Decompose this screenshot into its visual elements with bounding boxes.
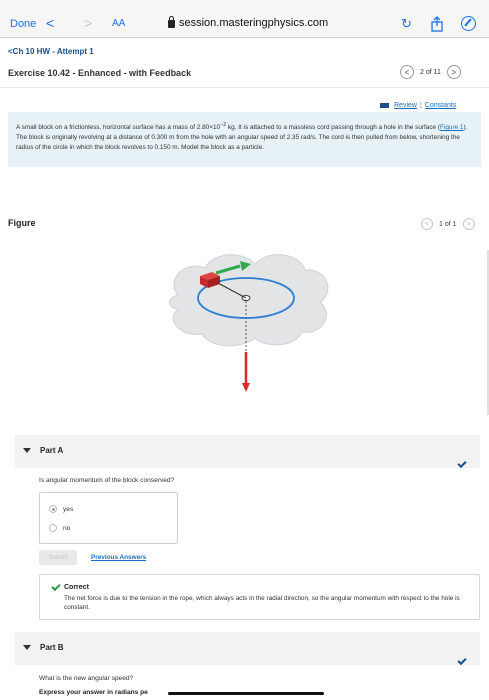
previous-exercise-button[interactable]: <	[400, 65, 414, 79]
text-size-button[interactable]: AA	[112, 18, 126, 29]
part-a-header[interactable]	[15, 435, 480, 468]
answer-choices	[39, 492, 178, 544]
choice-no-label: no	[63, 524, 71, 532]
problem-exponent: −2	[220, 122, 227, 128]
pull-arrowhead	[242, 383, 250, 392]
figure-counter: 1 of 1	[439, 220, 457, 228]
next-figure-button[interactable]: >	[463, 218, 475, 230]
browser-toolbar	[0, 10, 489, 38]
feedback-text: The net force is due to the tension in the rope, which always acts in the radial direction, so the angular momentum with respect to the hole is constant.	[64, 595, 460, 612]
address-bar[interactable]	[168, 17, 328, 29]
part-a-question: Is angular momentum of the block conserved?	[39, 477, 175, 484]
figure-pager	[421, 218, 475, 230]
breadcrumb[interactable]: <Ch 10 HW - Attempt 1	[8, 47, 94, 56]
figure-link[interactable]: Figure 1	[440, 124, 464, 132]
problem-statement	[8, 112, 481, 167]
completed-check-icon	[457, 656, 466, 665]
previous-answers-link[interactable]: Previous Answers	[91, 554, 147, 561]
page-title: Exercise 10.42 - Enhanced - with Feedback	[8, 68, 192, 78]
figure-illustration	[150, 240, 340, 400]
part-b-header[interactable]	[15, 632, 480, 665]
done-button[interactable]: Done	[10, 18, 37, 30]
problem-text-1: A small block on a frictionless, horizontal surface has a mass of 2.80×10	[16, 124, 221, 132]
review-icon	[380, 103, 389, 108]
link-separator: |	[419, 102, 422, 109]
part-b-question: What is the new angular speed?	[39, 675, 134, 682]
choice-yes-label: yes	[63, 505, 74, 513]
exercise-pager	[400, 65, 461, 79]
submit-button[interactable]: Submit	[39, 550, 77, 565]
figure-heading: Figure	[8, 218, 36, 228]
url-text: session.masteringphysics.com	[179, 17, 329, 29]
problem-text-2: kg. It is attached to a massless cord passing through a hole in the surface (	[226, 124, 441, 132]
collapse-caret-icon[interactable]	[23, 448, 31, 453]
exercise-counter: 2 of 11	[420, 68, 441, 76]
feedback-box	[39, 574, 480, 620]
choice-no[interactable]	[49, 524, 70, 532]
constants-link[interactable]: Constants	[424, 102, 457, 109]
forward-button[interactable]: >	[84, 15, 93, 31]
correct-check-icon	[51, 582, 60, 591]
lock-icon	[168, 20, 175, 28]
radio-yes[interactable]	[49, 505, 57, 513]
problem-text-3: ). The block is originally revolving at a distance of 0.300 m from the hole with an angular speed of 2.35 rad/s. The cord is then pulled from below, shortening the radius of the circle in which the block revolves to 0.150 m. Model the block as a particle.	[16, 124, 468, 151]
exercise-header	[0, 58, 489, 88]
choice-yes[interactable]	[49, 505, 73, 513]
feedback-title: Correct	[64, 584, 89, 591]
part-b-title: Part B	[40, 643, 64, 652]
reload-icon[interactable]: ↻	[401, 16, 412, 31]
home-indicator	[168, 692, 324, 695]
radio-no[interactable]	[49, 524, 57, 532]
part-a-title: Part A	[40, 446, 64, 455]
compass-icon[interactable]	[461, 16, 476, 31]
next-exercise-button[interactable]: >	[447, 65, 461, 79]
collapse-caret-icon[interactable]	[23, 645, 31, 650]
review-link[interactable]: Review	[394, 102, 417, 109]
completed-check-icon	[457, 459, 466, 468]
answer-instructions: Express your answer in radians pe	[39, 689, 148, 696]
share-icon[interactable]	[430, 16, 444, 32]
resource-links	[380, 102, 456, 109]
previous-figure-button[interactable]: <	[421, 218, 433, 230]
status-bar	[0, 0, 489, 10]
back-button[interactable]: <	[46, 15, 55, 31]
